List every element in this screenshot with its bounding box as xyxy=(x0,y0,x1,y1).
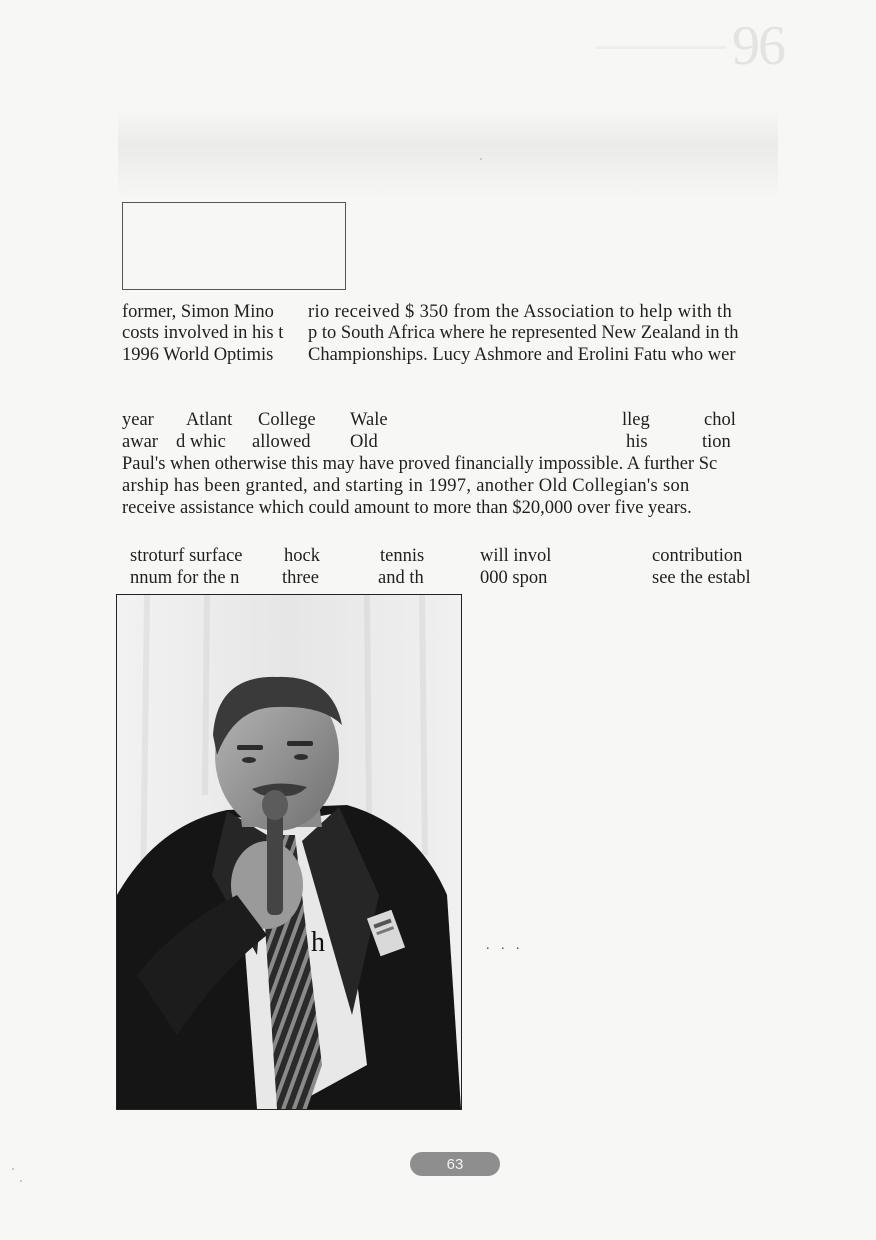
para2-word: awar xyxy=(122,432,158,452)
para2-line3: Paul's when otherwise this may have proved financially impossible. A further Sc xyxy=(122,454,718,474)
para2-word: d whic xyxy=(176,432,226,452)
para1-line2-right: p to South Africa where he represented New Zealand in th xyxy=(308,323,739,343)
para3-word: contribution xyxy=(652,546,743,566)
para2-word: his xyxy=(626,432,648,452)
para2-word: lleg xyxy=(622,410,650,430)
para1-line1-right: rio received $ 350 from the Association to help with th xyxy=(308,302,733,322)
para2-word: Wale xyxy=(350,410,388,430)
para3-word: will invol xyxy=(480,546,552,566)
para2-line4: arship has been granted, and starting in 1997, another Old Collegian's son xyxy=(122,476,690,496)
ellipsis-marker: . . . xyxy=(486,938,524,953)
speaker-photo-drawing xyxy=(117,595,461,1109)
page-number-badge xyxy=(410,1152,500,1176)
photo-shirt-letter: h xyxy=(311,927,325,958)
para3-word: tennis xyxy=(380,546,425,566)
para2-word: chol xyxy=(704,410,736,430)
para3-word: see the establ xyxy=(652,568,751,588)
para1-line3-left: 1996 World Optimis xyxy=(122,345,274,365)
scan-speck xyxy=(20,1180,22,1182)
faded-text-band xyxy=(118,110,778,200)
para2-word: Old xyxy=(350,432,378,452)
header-rule xyxy=(596,46,726,49)
scan-speck xyxy=(480,158,482,160)
para1-line1-left: former, Simon Mino xyxy=(122,302,274,322)
para3-word: stroturf surface xyxy=(130,546,243,566)
speaker-photo xyxy=(116,594,462,1110)
para2-word: College xyxy=(258,410,316,430)
para2-word: allowed xyxy=(252,432,311,452)
para1-line2-left: costs involved in his t xyxy=(122,323,284,343)
para3-word: and th xyxy=(378,568,424,588)
empty-image-frame xyxy=(122,202,346,290)
para3-word: hock xyxy=(284,546,320,566)
para3-word: nnum for the n xyxy=(130,568,240,588)
header-year-mark: 96 xyxy=(732,15,784,77)
para1-line3-right: Championships. Lucy Ashmore and Erolini Fatu who wer xyxy=(308,345,736,365)
para2-word: year xyxy=(122,410,154,430)
para3-word: three xyxy=(282,568,319,588)
para2-word: tion xyxy=(702,432,731,452)
page-number: 63 xyxy=(446,1155,464,1173)
para2-line5: receive assistance which could amount to more than $20,000 over five years. xyxy=(122,498,692,518)
para3-word: 000 spon xyxy=(480,568,548,588)
scan-speck xyxy=(12,1168,14,1170)
para2-word: Atlant xyxy=(186,410,233,430)
